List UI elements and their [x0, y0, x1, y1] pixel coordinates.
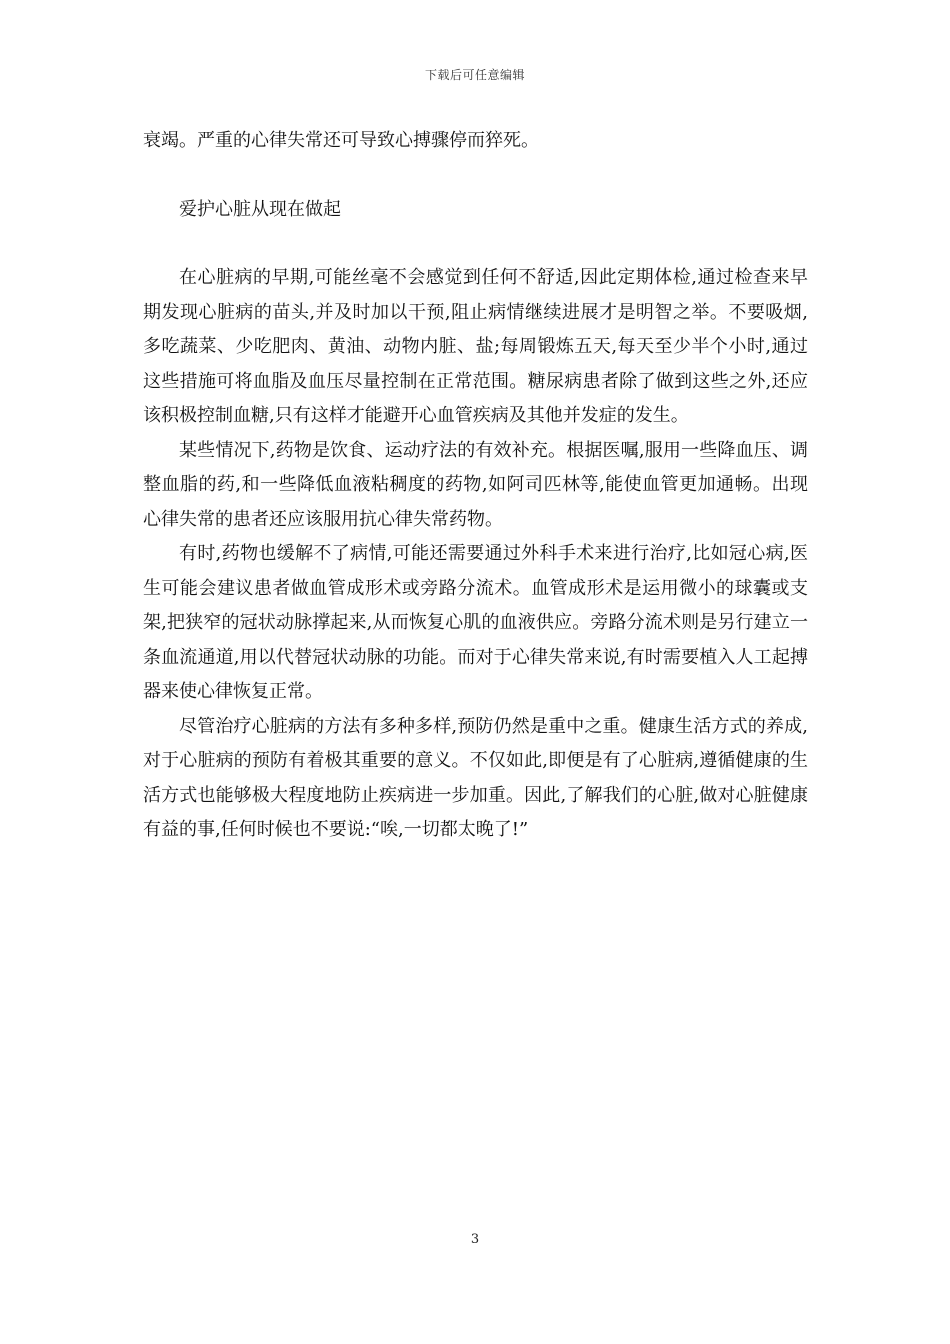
- paragraph-medication: 某些情况下,药物是饮食、运动疗法的有效补充。根据医嘱,服用一些降血压、调整血脂的药,和一些降低血液粘稠度的药物,如阿司匹林等,能使血管更加通畅。出现心律失常的患者还应该服用抗心律失常药物。: [143, 439, 808, 530]
- paragraph-prevention: 尽管治疗心脏病的方法有多种多样,预防仍然是重中之重。健康生活方式的养成,对于心脏病的预防有着极其重要的意义。不仅如此,即便是有了心脏病,遵循健康的生活方式也能够极大程度地防止疾病进一步加重。因此,了解我们的心脏,做对心脏健康有益的事,任何时候也不要说:“唉,一切都太晚了!”: [143, 715, 808, 840]
- continued-paragraph: 衰竭。严重的心律失常还可导致心搏骤停而猝死。: [143, 130, 539, 151]
- document-body: [143, 124, 808, 848]
- paragraph-early-detection: 在心脏病的早期,可能丝毫不会感觉到任何不舒适,因此定期体检,通过检查来早期发现心脏病的苗头,并及时加以干预,阻止病情继续进展才是明智之举。不要吸烟,多吃蔬菜、少吃肥肉、黄油、动物内脏、盐;每周锻炼五天,每天至少半个小时,通过这些措施可将血脂及血压尽量控制在正常范围。糖尿病患者除了做到这些之外,还应该积极控制血糖,只有这样才能避开心血管疾病及其他并发症的发生。: [143, 267, 808, 426]
- paragraph-surgery: 有时,药物也缓解不了病情,可能还需要通过外科手术来进行治疗,比如冠心病,医生可能会建议患者做血管成形术或旁路分流术。血管成形术是运用微小的球囊或支架,把狭窄的冠状动脉撑起来,从而恢复心肌的血液供应。旁路分流术则是另行建立一条血流通道,用以代替冠状动脉的功能。而对于心律失常来说,有时需要植入人工起搏器来使心律恢复正常。: [143, 543, 808, 702]
- page-number: 3: [470, 1232, 480, 1247]
- page-header: 下载后可任意编辑: [424, 68, 525, 82]
- section-heading: 爱护心脏从现在做起: [179, 198, 341, 220]
